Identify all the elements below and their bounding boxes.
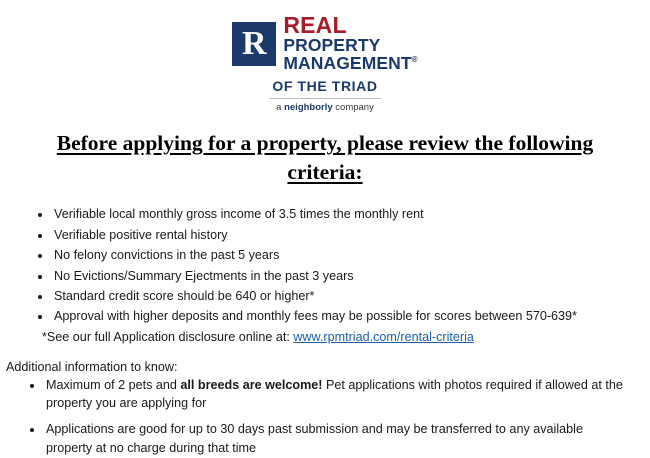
page-title: Before applying for a property, please review the following criteria: bbox=[56, 131, 594, 184]
company-logo bbox=[0, 0, 650, 113]
logo-divider bbox=[269, 98, 381, 99]
logo-wordmark bbox=[283, 14, 417, 73]
item-text-after: Pet applications with photos required if allowed at the property you are applying for bbox=[46, 377, 623, 411]
list-item: • Approval with higher deposits and monthly fees may be possible for scores between 570-639* bbox=[52, 306, 650, 326]
registered-mark: ® bbox=[411, 55, 418, 65]
item-text-before: Maximum of 2 pets and bbox=[46, 377, 181, 392]
list-item: • Verifiable positive rental history bbox=[52, 225, 650, 245]
list-item: • Verifiable local monthly gross income of 3.5 times the monthly rent bbox=[52, 204, 650, 224]
list-item bbox=[44, 376, 632, 414]
additional-info-list bbox=[0, 376, 650, 458]
additional-info-title: Additional information to know: bbox=[6, 359, 178, 374]
logo-line-management: MANAGEMENT® bbox=[283, 53, 418, 74]
list-item: • No Evictions/Summary Ejectments in the past 3 years bbox=[52, 266, 650, 286]
list-item bbox=[44, 420, 632, 458]
logo-main bbox=[232, 14, 417, 73]
tagline-prefix: a bbox=[276, 102, 285, 114]
item-text-bold: all breeds are welcome! bbox=[180, 377, 323, 392]
list-item: • No felony convictions in the past 5 years bbox=[52, 245, 650, 265]
logo-tagline bbox=[276, 102, 374, 113]
logo-line-property: PROPERTY bbox=[283, 35, 381, 56]
logo-line-real: REAL bbox=[283, 12, 347, 38]
logo-location: OF THE TRIAD bbox=[272, 78, 378, 95]
criteria-list bbox=[0, 204, 650, 326]
rental-criteria-link[interactable]: www.rpmtriad.com/rental-criteria bbox=[293, 329, 474, 344]
tagline-suffix: company bbox=[332, 102, 374, 114]
logo-monogram-icon: R bbox=[232, 22, 276, 66]
disclosure-text: *See our full Application disclosure online at: bbox=[42, 329, 294, 344]
tagline-brand: neighborly bbox=[284, 102, 333, 114]
list-item: • Standard credit score should be 640 or higher* bbox=[52, 286, 650, 306]
item-text-before: Applications are good for up to 30 days past submission and may be transferred to any available property at no charge during that time bbox=[46, 422, 583, 456]
disclosure-note bbox=[42, 328, 650, 347]
